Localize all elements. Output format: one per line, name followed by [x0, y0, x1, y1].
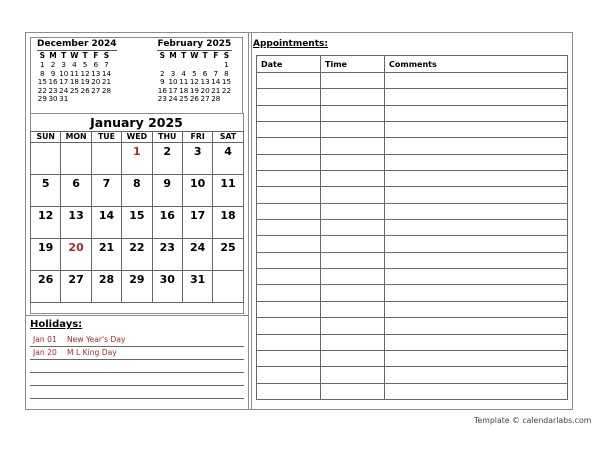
appointment-time-cell[interactable]	[321, 334, 385, 350]
weekday-header: M	[169, 51, 177, 60]
weekday-header: F	[213, 51, 219, 60]
appointment-date-cell[interactable]	[257, 252, 321, 268]
appointment-comments-cell[interactable]	[385, 122, 568, 138]
appointment-time-cell[interactable]	[321, 154, 385, 170]
appointment-date-cell[interactable]	[257, 105, 321, 121]
day-cell: 8	[40, 68, 45, 78]
appointment-row	[257, 138, 568, 154]
weekday-header: SAT	[213, 132, 243, 143]
footer-credit: Template © calendarlabs.com	[474, 416, 592, 425]
week-row	[31, 207, 244, 239]
holiday-name: M L King Day	[67, 348, 117, 357]
day-cell: 9	[160, 77, 165, 87]
appointment-date-cell[interactable]	[257, 301, 321, 317]
weekday-header: F	[93, 51, 99, 60]
appointment-comments-cell[interactable]	[385, 203, 568, 219]
appointment-date-cell[interactable]	[257, 334, 321, 350]
week-row	[31, 271, 244, 303]
weekday-header: FRI	[182, 132, 212, 143]
appointment-date-cell[interactable]	[257, 269, 321, 285]
day-cell: 26	[189, 94, 199, 104]
day-cell: 24	[168, 94, 178, 104]
appointment-row	[257, 350, 568, 366]
appointment-time-cell[interactable]	[321, 187, 385, 203]
appointment-time-cell[interactable]	[321, 285, 385, 301]
holiday-blank-line	[30, 386, 244, 399]
appointment-time-cell[interactable]	[321, 269, 385, 285]
day-cell-5: 5	[31, 175, 61, 207]
day-cell: 11	[179, 77, 189, 87]
weekday-header: WED	[122, 132, 152, 143]
day-cell-21: 21	[91, 239, 121, 271]
appointment-time-cell[interactable]	[321, 105, 385, 121]
day-cell: 28	[211, 94, 221, 104]
mini-calendar-grid	[37, 51, 112, 104]
empty-day-cell	[31, 143, 61, 175]
day-cell-4: 4	[213, 143, 243, 175]
day-cell: 15	[221, 77, 232, 87]
week-row	[157, 95, 232, 104]
appointments-title: Appointments:	[253, 39, 328, 49]
appointment-comments-cell[interactable]	[385, 138, 568, 154]
day-cell: 10	[59, 68, 69, 78]
holidays-title: Holidays:	[30, 319, 83, 330]
day-cell-18: 18	[213, 207, 243, 239]
appointment-comments-cell[interactable]	[385, 154, 568, 170]
day-cell-2: 2	[152, 143, 182, 175]
appointment-date-cell[interactable]	[257, 203, 321, 219]
day-cell: 3	[170, 68, 176, 78]
day-cell: 14	[211, 77, 221, 87]
weekday-header: S	[159, 51, 166, 60]
appointment-time-cell[interactable]	[321, 383, 385, 399]
week-row	[37, 95, 112, 104]
appointment-row	[257, 252, 568, 268]
weekday-header: THU	[152, 132, 182, 143]
day-cell-12: 12	[31, 207, 61, 239]
main-calendar-title: January 2025	[90, 115, 183, 130]
day-cell: 4	[72, 60, 77, 69]
day-cell-29: 29	[122, 271, 152, 303]
day-cell: 28	[101, 85, 112, 95]
appointment-row	[257, 122, 568, 138]
appointment-date-cell[interactable]	[257, 89, 321, 105]
appointment-row	[257, 89, 568, 105]
day-cell: 3	[61, 60, 66, 69]
day-cell	[90, 95, 101, 104]
day-cell: 29	[37, 94, 47, 104]
day-cell: 22	[221, 85, 232, 95]
day-cell-28: 28	[91, 271, 121, 303]
appointment-date-cell[interactable]	[257, 122, 321, 138]
appointment-comments-cell[interactable]	[385, 236, 568, 252]
week-row	[31, 239, 244, 271]
appointment-time-cell[interactable]	[321, 318, 385, 334]
appointment-date-cell[interactable]	[257, 187, 321, 203]
day-cell-22: 22	[122, 239, 152, 271]
day-cell-26: 26	[31, 271, 61, 303]
appointment-time-cell[interactable]	[321, 350, 385, 366]
appointment-date-cell[interactable]	[257, 318, 321, 334]
weekday-header: S	[223, 51, 230, 60]
main-calendar-grid	[30, 131, 244, 303]
holiday-blank-line	[30, 360, 244, 373]
holiday-blank-line	[30, 373, 244, 386]
day-cell: 31	[59, 94, 69, 104]
appointment-comments-cell[interactable]	[385, 171, 568, 187]
appointment-time-cell[interactable]	[321, 220, 385, 236]
day-cell: 18	[179, 85, 189, 95]
day-cell-20: 20	[61, 239, 91, 271]
day-cell: 5	[82, 60, 88, 69]
day-cell: 1	[224, 60, 229, 69]
weekday-header: S	[103, 51, 110, 60]
appointment-comments-cell[interactable]	[385, 285, 568, 301]
day-cell-24: 24	[182, 239, 212, 271]
day-cell: 15	[37, 77, 47, 87]
weekday-header: T	[61, 51, 67, 60]
week-row	[31, 175, 244, 207]
weekday-header: MON	[61, 132, 91, 143]
day-cell: 16	[157, 85, 167, 95]
mini-calendar-title: December 2024	[37, 39, 117, 49]
day-cell: 9	[50, 68, 56, 78]
day-cell: 12	[80, 68, 90, 78]
appointment-comments-cell[interactable]	[385, 73, 568, 89]
weekday-header: T	[181, 51, 187, 60]
appointment-comments-cell[interactable]	[385, 187, 568, 203]
appointment-time-cell[interactable]	[321, 89, 385, 105]
mini-calendar-title: February 2025	[157, 39, 232, 49]
appointment-row	[257, 220, 568, 236]
day-cell-31: 31	[182, 271, 212, 303]
appointment-date-cell[interactable]	[257, 350, 321, 366]
day-cell: 25	[69, 85, 79, 95]
appointment-time-cell[interactable]	[321, 203, 385, 219]
appointment-time-cell[interactable]	[321, 73, 385, 89]
day-cell: 22	[37, 85, 47, 95]
weekday-header: SUN	[31, 132, 61, 143]
appointment-date-cell[interactable]	[257, 285, 321, 301]
day-cell: 11	[69, 68, 79, 78]
panel-divider	[251, 32, 252, 410]
appointment-comments-cell[interactable]	[385, 318, 568, 334]
day-cell-14: 14	[91, 207, 121, 239]
day-cell-27: 27	[61, 271, 91, 303]
appointment-date-cell[interactable]	[257, 236, 321, 252]
holiday-name: New Year's Day	[67, 335, 126, 344]
appointment-row	[257, 154, 568, 170]
appointments-table	[256, 55, 568, 400]
day-cell-15: 15	[122, 207, 152, 239]
appointment-time-cell[interactable]	[321, 171, 385, 187]
day-cell: 2	[160, 68, 165, 78]
appointment-row	[257, 334, 568, 350]
day-cell: 13	[91, 68, 101, 78]
day-cell: 5	[192, 68, 197, 78]
day-cell: 19	[189, 85, 199, 95]
appointment-row	[257, 73, 568, 89]
day-cell: 7	[104, 60, 109, 69]
appointment-row	[257, 318, 568, 334]
day-cell: 12	[189, 77, 199, 87]
appointment-comments-cell[interactable]	[385, 301, 568, 317]
day-cell: 14	[101, 68, 112, 78]
day-cell: 24	[59, 85, 69, 95]
column-header-time: Time	[321, 56, 385, 73]
appointment-row	[257, 236, 568, 252]
appointment-date-cell[interactable]	[257, 171, 321, 187]
weekday-header: W	[190, 51, 199, 60]
day-cell: 20	[200, 85, 210, 95]
day-cell: 26	[80, 85, 90, 95]
appointment-row	[257, 383, 568, 399]
day-cell-25: 25	[213, 239, 243, 271]
day-cell: 25	[179, 94, 189, 104]
holiday-item	[30, 347, 244, 360]
empty-day-cell	[61, 143, 91, 175]
appointment-date-cell[interactable]	[257, 383, 321, 399]
column-header-date: Date	[257, 56, 321, 73]
day-cell-17: 17	[182, 207, 212, 239]
day-cell-30: 30	[152, 271, 182, 303]
appointment-comments-cell[interactable]	[385, 269, 568, 285]
day-cell-13: 13	[61, 207, 91, 239]
appointment-row	[257, 301, 568, 317]
appointment-row	[257, 105, 568, 121]
day-cell-7: 7	[91, 175, 121, 207]
appointment-date-cell[interactable]	[257, 220, 321, 236]
day-cell-1: 1	[122, 143, 152, 175]
appointment-row	[257, 187, 568, 203]
appointment-comments-cell[interactable]	[385, 252, 568, 268]
day-cell: 27	[200, 94, 210, 104]
holiday-item	[30, 334, 244, 347]
weekday-header: W	[70, 51, 79, 60]
day-cell: 19	[80, 77, 90, 87]
day-cell-9: 9	[152, 175, 182, 207]
appointment-time-cell[interactable]	[321, 122, 385, 138]
day-cell	[80, 95, 91, 104]
day-cell: 17	[168, 85, 178, 95]
week-row	[31, 143, 244, 175]
mini-calendar-december-2024	[37, 39, 117, 104]
day-cell-3: 3	[182, 143, 212, 175]
day-cell-6: 6	[61, 175, 91, 207]
appointment-time-cell[interactable]	[321, 301, 385, 317]
day-cell	[221, 95, 232, 104]
appointment-row	[257, 269, 568, 285]
day-cell: 23	[157, 94, 167, 104]
holiday-date: Jan 01	[33, 335, 57, 344]
day-cell: 6	[202, 68, 208, 78]
day-cell: 10	[168, 77, 178, 87]
day-cell: 13	[200, 77, 210, 87]
appointment-time-cell[interactable]	[321, 236, 385, 252]
day-cell-19: 19	[31, 239, 61, 271]
day-cell: 6	[93, 60, 99, 69]
empty-day-cell	[91, 143, 121, 175]
holiday-date: Jan 20	[33, 348, 57, 357]
appointment-row	[257, 171, 568, 187]
weekday-header: T	[82, 51, 88, 60]
weekday-header: T	[202, 51, 208, 60]
appointment-row	[257, 285, 568, 301]
appointment-date-cell[interactable]	[257, 154, 321, 170]
appointment-comments-cell[interactable]	[385, 383, 568, 399]
day-cell-23: 23	[152, 239, 182, 271]
appointment-comments-cell[interactable]	[385, 334, 568, 350]
day-cell: 17	[59, 77, 69, 87]
day-cell: 21	[101, 77, 112, 87]
day-cell: 16	[48, 77, 58, 87]
appointment-date-cell[interactable]	[257, 367, 321, 383]
day-cell: 7	[213, 68, 219, 78]
appointment-comments-cell[interactable]	[385, 220, 568, 236]
day-cell: 21	[211, 85, 221, 95]
mini-calendar-grid	[157, 51, 232, 104]
appointment-row	[257, 367, 568, 383]
appointment-date-cell[interactable]	[257, 73, 321, 89]
appointment-time-cell[interactable]	[321, 367, 385, 383]
weekday-header: M	[49, 51, 57, 60]
column-header-comments: Comments	[385, 56, 568, 73]
appointment-comments-cell[interactable]	[385, 105, 568, 121]
appointment-time-cell[interactable]	[321, 252, 385, 268]
appointment-date-cell[interactable]	[257, 138, 321, 154]
day-cell: 4	[181, 68, 186, 78]
day-cell-11: 11	[213, 175, 243, 207]
day-cell	[101, 95, 112, 104]
mini-calendar-february-2025	[157, 39, 232, 104]
weekday-header: S	[39, 51, 46, 60]
day-cell: 23	[48, 85, 58, 95]
empty-day-cell	[213, 271, 243, 303]
day-cell-16: 16	[152, 207, 182, 239]
weekday-header: TUE	[91, 132, 121, 143]
appointment-comments-cell[interactable]	[385, 367, 568, 383]
appointment-comments-cell[interactable]	[385, 350, 568, 366]
day-cell: 1	[40, 60, 45, 69]
appointment-row	[257, 203, 568, 219]
day-cell-8: 8	[122, 175, 152, 207]
appointment-comments-cell[interactable]	[385, 89, 568, 105]
day-cell: 18	[69, 77, 79, 87]
day-cell	[69, 95, 80, 104]
day-cell: 20	[91, 77, 101, 87]
day-cell-10: 10	[182, 175, 212, 207]
day-cell: 2	[50, 60, 56, 69]
day-cell: 8	[224, 68, 229, 78]
appointment-time-cell[interactable]	[321, 138, 385, 154]
day-cell: 30	[48, 94, 58, 104]
day-cell: 27	[91, 85, 101, 95]
